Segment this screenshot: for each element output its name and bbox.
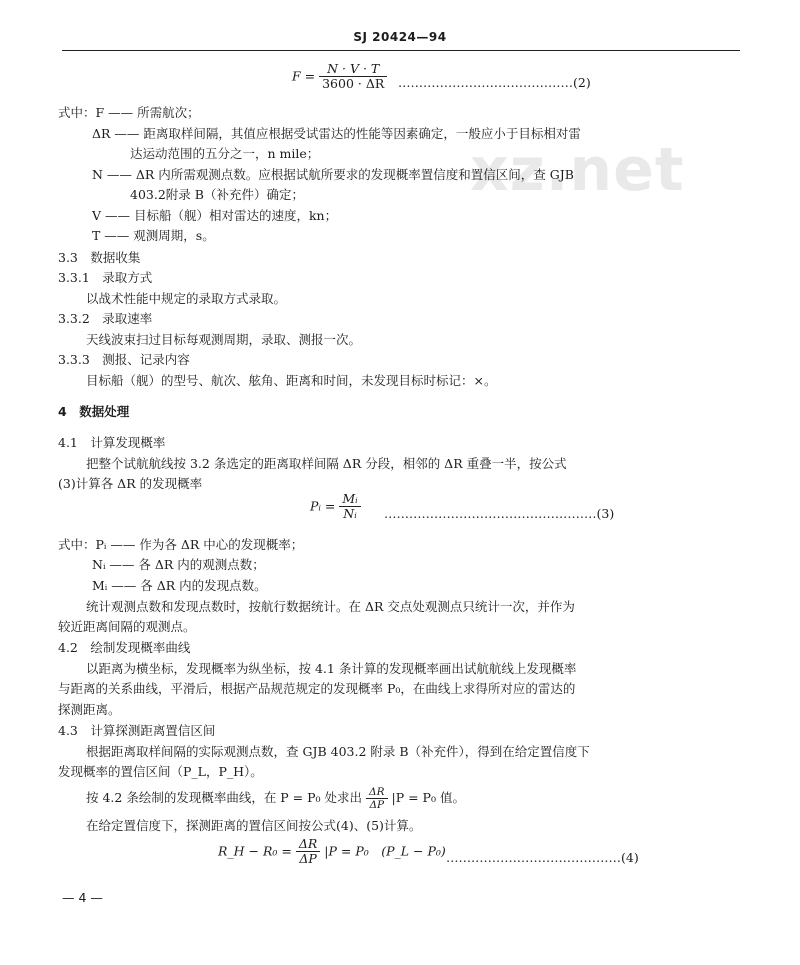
equation-2-numerator: N · V · T [327, 61, 380, 76]
equation-2-lhs: F = [292, 68, 316, 84]
equation-4-fraction [296, 837, 320, 867]
definition-n-line2: 403.2附录 B（补充件）确定； [130, 187, 304, 202]
delta-r-over-delta-p-fraction [366, 786, 388, 811]
definition-pi: 式中：Pᵢ —— 作为各 ΔR 中心的发现概率； [58, 537, 304, 552]
equation-3-fraction [339, 492, 360, 522]
fraction-numerator: ΔR [369, 786, 385, 798]
definition-mi: Mᵢ —— 各 ΔR 内的发现点数。 [92, 578, 267, 593]
section-3-3-2-body: 天线波束扫过目标每观测周期，录取、测报一次。 [86, 332, 362, 347]
watermark: xz.net [470, 135, 685, 205]
section-3-3-title: 3.3 数据收集 [58, 250, 141, 265]
section-4-3-title: 4.3 计算探测距离置信区间 [58, 723, 216, 738]
section-4-2-paragraph-line1: 以距离为横坐标，发现概率为纵坐标，按 4.1 条计算的发现概率画出试航航线上发现概率 [86, 661, 577, 676]
section-4-1-title: 4.1 计算发现概率 [58, 435, 166, 450]
definition-t: T —— 观测周期，s。 [92, 228, 215, 243]
section-4-1-paragraph-line1: 把整个试航航线按 3.2 条选定的距离取样间隔 ΔR 分段，相邻的 ΔR 重叠一半，按公式 [86, 456, 567, 471]
equation-4-number: ……………………………………(4) [446, 850, 639, 865]
equation-2-number: ……………………………………(2) [398, 75, 591, 90]
equation-3-lhs: Pᵢ = [310, 498, 336, 514]
section-4-3-paragraph-line1: 根据距离取样间隔的实际观测点数，查 GJB 403.2 附录 B（补充件），得到在给定置信度下 [86, 744, 590, 759]
section-4-3-line3-tail: |P = P₀ 值。 [391, 790, 465, 806]
section-3-3-3-body: 目标船（舰）的型号、航次、舷角、距离和时间，未发现目标时标记：×。 [86, 373, 497, 388]
equation-4-numerator: ΔR [298, 836, 318, 851]
definition-f: 式中：F —— 所需航次； [58, 105, 200, 120]
section-4-title: 4 数据处理 [58, 404, 130, 419]
document-code-header: SJ 20424—94 [353, 30, 447, 44]
section-3-3-1-title: 3.3.1 录取方式 [58, 270, 153, 285]
equation-3-numerator: Mᵢ [342, 491, 358, 506]
section-4-3-paragraph-line4: 在给定置信度下，探测距离的置信区间按公式(4)、(5)计算。 [86, 818, 422, 833]
header-rule [62, 50, 740, 51]
definition-n-line1: N —— ΔR 内所需观测点数。应根据试航所要求的发现概率置信度和置信区间，查 GJB [92, 167, 574, 182]
equation-2 [292, 62, 387, 92]
equation-3-denominator: Nᵢ [339, 506, 360, 521]
section-4-2-paragraph-line2: 与距离的关系曲线，平滑后，根据产品规范规定的发现概率 P₀，在曲线上求得所对应的雷达的 [58, 681, 576, 696]
definition-delta-r-line1: ΔR —— 距离取样间隔，其值应根据受试雷达的性能等因素确定，一般应小于目标相对雷 [92, 126, 581, 141]
equation-3 [310, 492, 361, 522]
equation-4-lhs: R_H − R₀ = [218, 843, 292, 859]
equation-4 [218, 837, 446, 867]
equation-2-denominator: 3600 · ΔR [319, 76, 387, 91]
section-3-3-2-title: 3.3.2 录取速率 [58, 311, 153, 326]
equation-4-rhs: |P = P₀ (P_L − P₀) [324, 843, 446, 859]
page-number: — 4 — [62, 890, 103, 905]
fraction-denominator: ΔP [366, 798, 388, 811]
section-4-3-paragraph-line3 [86, 786, 465, 811]
section-4-1-paragraph-line2: (3)计算各 ΔR 的发现概率 [58, 476, 203, 491]
definition-delta-r-line2: 达运动范围的五分之一，n mile； [130, 146, 320, 161]
section-3-3-1-body: 以战术性能中规定的录取方式录取。 [86, 291, 287, 306]
statistics-note-line1: 统计观测点数和发现点数时，按航行数据统计。在 ΔR 交点处观测点只统计一次，并作为 [86, 599, 575, 614]
section-4-3-line3-text: 按 4.2 条绘制的发现概率曲线，在 P = P₀ 处求出 [86, 790, 363, 806]
equation-3-number: ……………………………………………(3) [384, 506, 615, 521]
equation-2-fraction [319, 62, 387, 92]
equation-4-denominator: ΔP [296, 851, 320, 866]
definition-v: V —— 目标船（舰）相对雷达的速度，kn； [92, 208, 338, 223]
section-4-2-title: 4.2 绘制发现概率曲线 [58, 640, 191, 655]
section-4-3-paragraph-line2: 发现概率的置信区间（P_L，P_H）。 [58, 764, 263, 779]
section-3-3-3-title: 3.3.3 测报、记录内容 [58, 352, 190, 367]
section-4-2-paragraph-line3: 探测距离。 [58, 702, 121, 717]
statistics-note-line2: 较近距离间隔的观测点。 [58, 619, 196, 634]
definition-ni: Nᵢ —— 各 ΔR 内的观测点数； [92, 557, 265, 572]
